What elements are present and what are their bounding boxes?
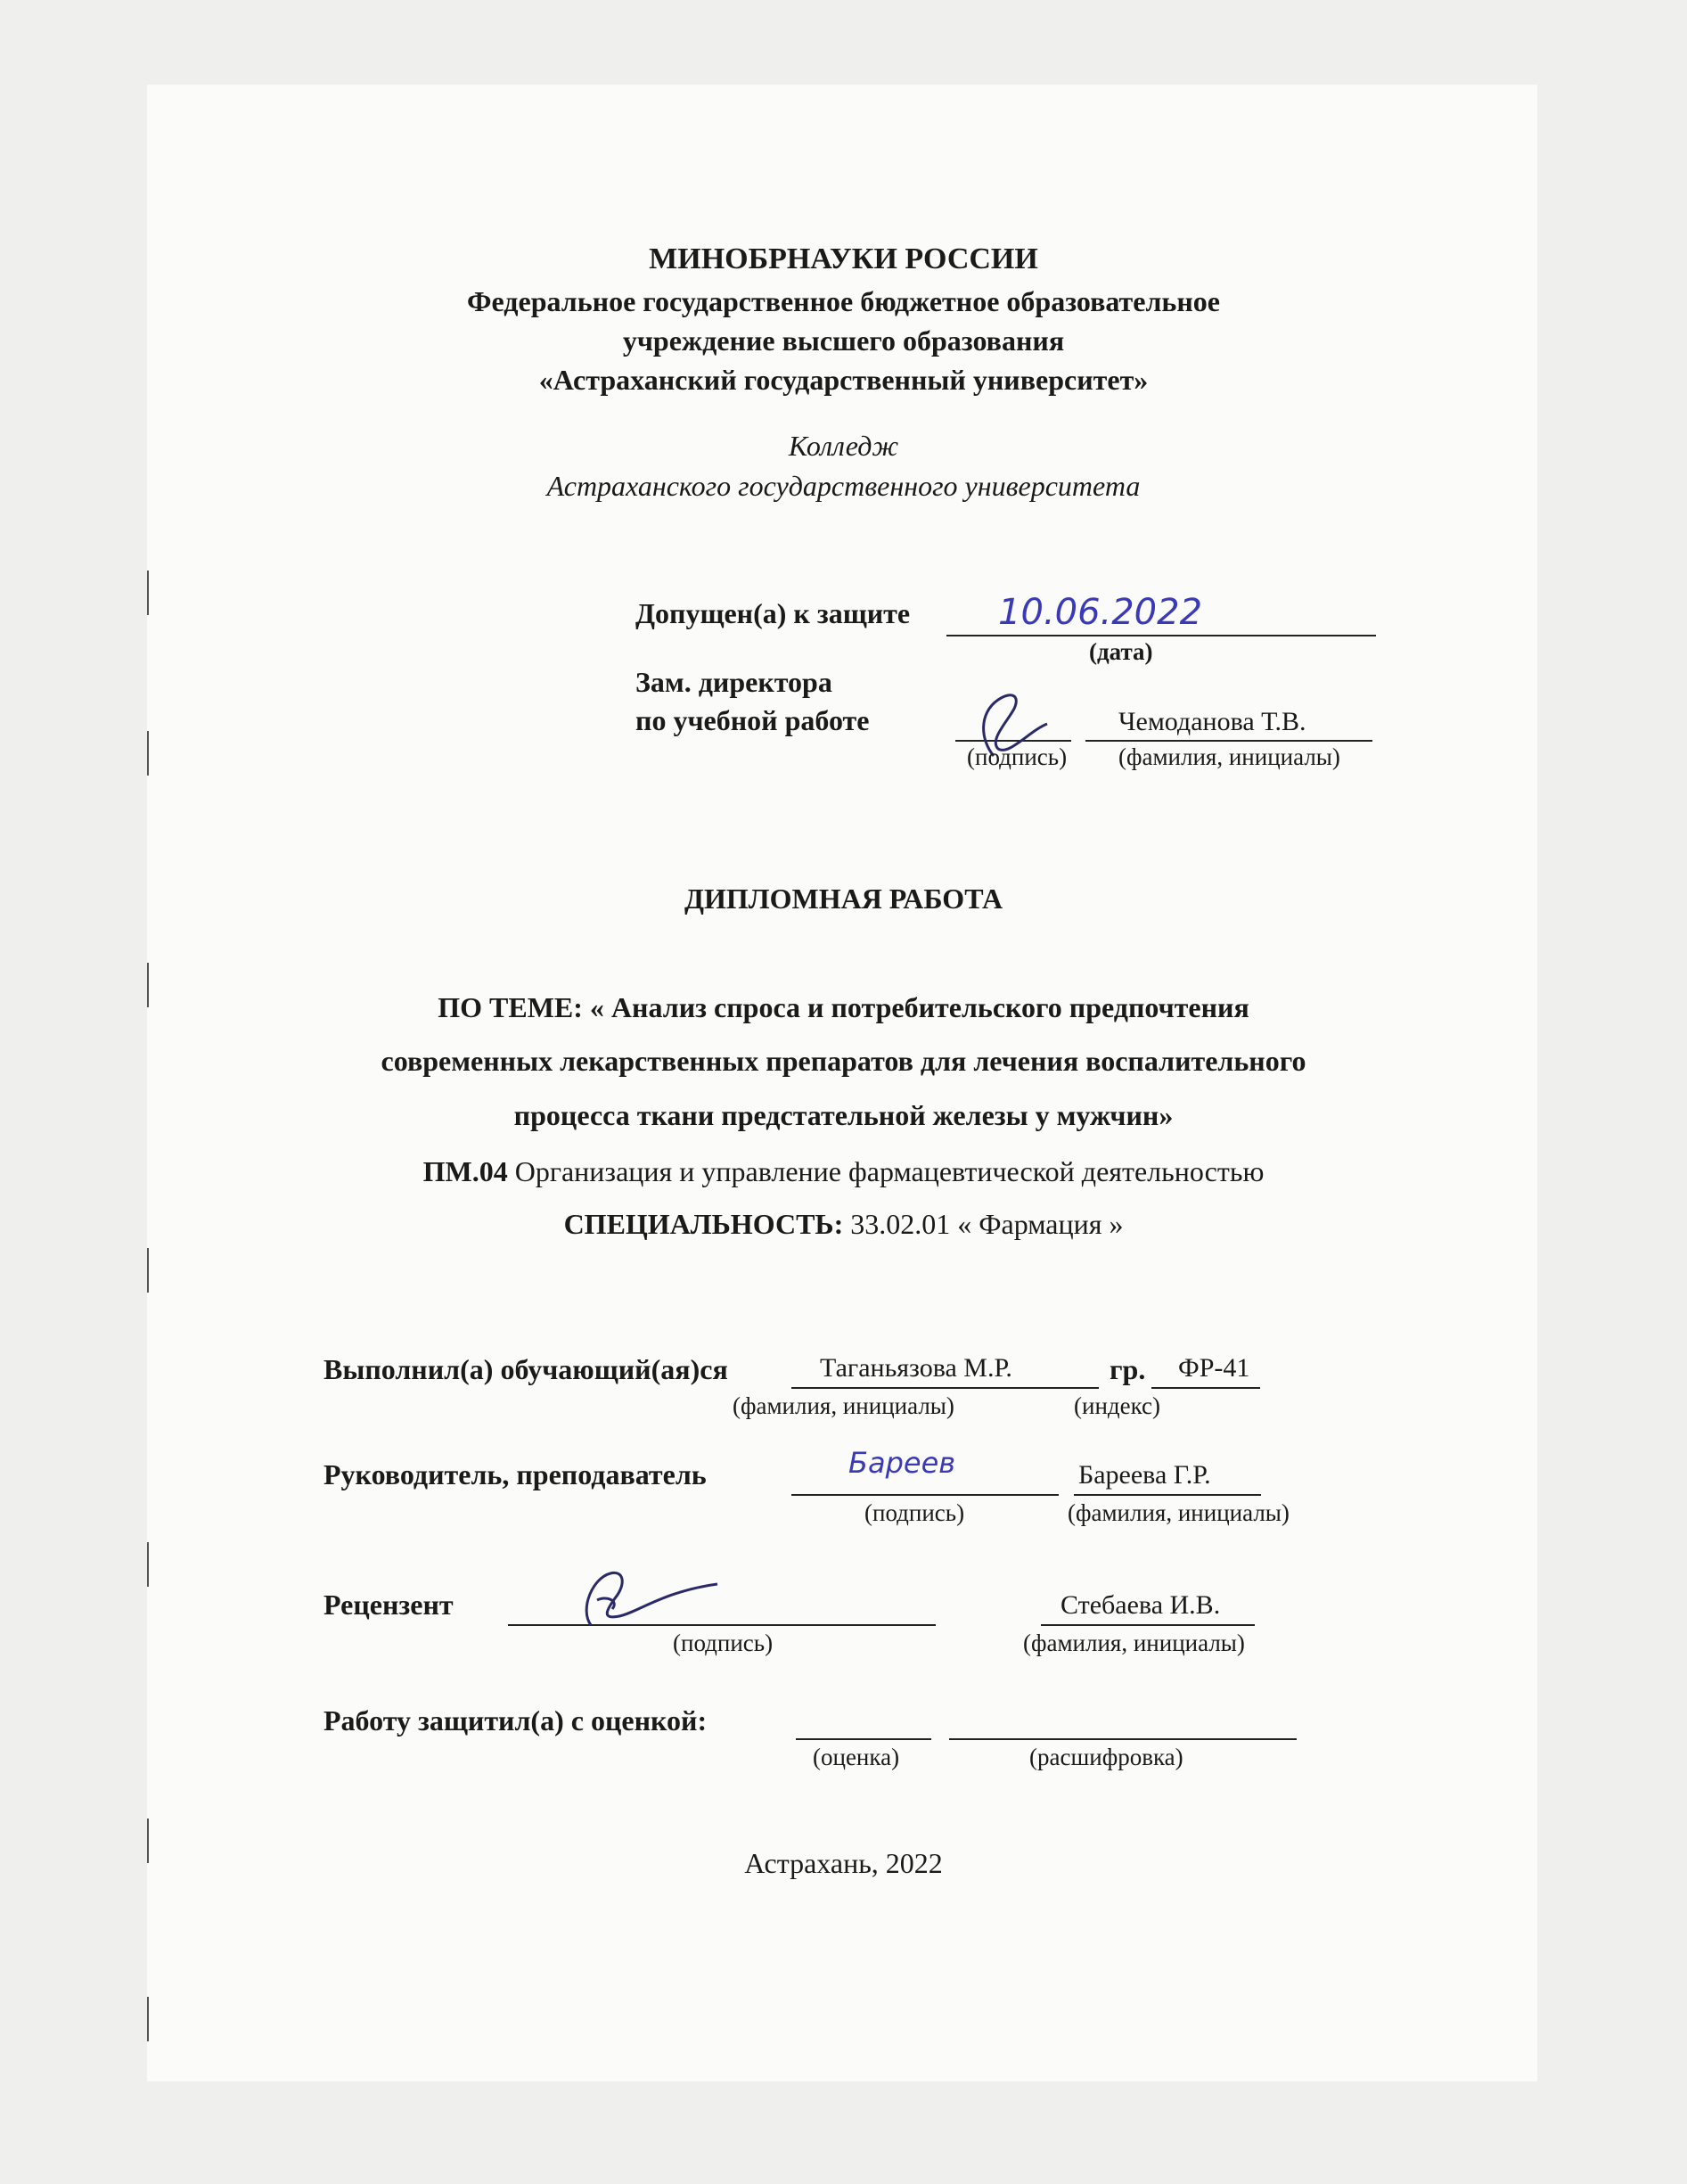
admission-date: 10.06.2022 <box>998 592 1203 633</box>
module-code: ПМ.04 <box>422 1155 508 1187</box>
supervisor-signature-caption: (подпись) <box>864 1499 965 1526</box>
document-type: ДИПЛОМНАЯ РАБОТА <box>684 883 1003 915</box>
topic-line-2: современных лекарственных препаратов для лечения воспалительного <box>381 1045 1306 1077</box>
college-line-2: Астраханского государственного университета <box>546 470 1141 502</box>
supervisor-signature-line <box>791 1494 1059 1496</box>
specialty-value: 33.02.01 « Фармация » <box>850 1208 1124 1240</box>
ministry-title: МИНОБРНАУКИ РОССИИ <box>649 242 1038 275</box>
binder-mark <box>147 1248 149 1293</box>
group-label: гр. <box>1110 1353 1146 1385</box>
student-name: Таганьязова М.Р. <box>820 1353 1012 1383</box>
date-underline <box>946 635 1376 636</box>
decoding-caption: (расшифровка) <box>1029 1744 1183 1770</box>
admission-label: Допущен(а) к защите <box>635 597 911 629</box>
supervisor-signature: Бареев <box>848 1446 956 1480</box>
decoding-line <box>949 1738 1297 1740</box>
binder-mark <box>147 731 149 776</box>
defense-label: Работу защитил(а) с оценкой: <box>323 1704 708 1737</box>
reviewer-name: Стебаева И.В. <box>1061 1590 1221 1620</box>
group-value: ФР-41 <box>1178 1353 1250 1383</box>
college-line-1: Колледж <box>788 430 899 462</box>
specialty-label: СПЕЦИАЛЬНОСТЬ: <box>563 1208 844 1240</box>
director-title-line-2: по учебной работе <box>635 704 870 736</box>
student-name-caption: (фамилия, инициалы) <box>733 1392 954 1419</box>
director-title-line-1: Зам. директора <box>635 666 832 698</box>
reviewer-name-line <box>1041 1624 1255 1626</box>
module-name: Организация и управление фармацевтической деятельностью <box>514 1155 1265 1187</box>
student-label: Выполнил(а) обучающий(ая)ся <box>323 1353 728 1385</box>
director-name-caption: (фамилия, инициалы) <box>1118 743 1340 770</box>
binder-mark <box>147 571 149 615</box>
reviewer-signature-caption: (подпись) <box>673 1630 774 1656</box>
date-caption: (дата) <box>1089 638 1153 665</box>
student-name-line <box>791 1387 1099 1389</box>
institution-line-2: учреждение высшего образования <box>622 324 1065 357</box>
institution-line-3: «Астраханский государственный университет» <box>538 364 1149 396</box>
topic-line-1: ПО ТЕМЕ: « Анализ спроса и потребительского предпочтения <box>438 991 1249 1023</box>
director-signature-caption: (подпись) <box>967 743 1068 770</box>
reviewer-signature <box>566 1564 722 1636</box>
group-caption: (индекс) <box>1074 1392 1161 1419</box>
director-name-line <box>1085 740 1372 742</box>
institution-line-1: Федеральное государственное бюджетное образовательное <box>467 285 1220 317</box>
binder-mark <box>147 1542 149 1587</box>
specialty-line <box>0 1208 1687 1241</box>
reviewer-name-caption: (фамилия, инициалы) <box>1023 1630 1245 1656</box>
grade-line <box>796 1738 931 1740</box>
group-line <box>1151 1387 1260 1389</box>
supervisor-label: Руководитель, преподаватель <box>323 1458 707 1490</box>
supervisor-name-line <box>1074 1494 1261 1496</box>
supervisor-name-caption: (фамилия, инициалы) <box>1068 1499 1290 1526</box>
topic-line-3: процесса ткани предстательной железы у мужчин» <box>513 1099 1174 1131</box>
supervisor-name: Бареева Г.Р. <box>1078 1460 1211 1490</box>
reviewer-label: Рецензент <box>323 1589 454 1621</box>
module-line <box>0 1155 1687 1188</box>
grade-caption: (оценка) <box>813 1744 900 1770</box>
director-name: Чемоданова Т.В. <box>1118 707 1306 736</box>
city-year: Астрахань, 2022 <box>744 1847 943 1879</box>
binder-mark <box>147 1997 149 2041</box>
